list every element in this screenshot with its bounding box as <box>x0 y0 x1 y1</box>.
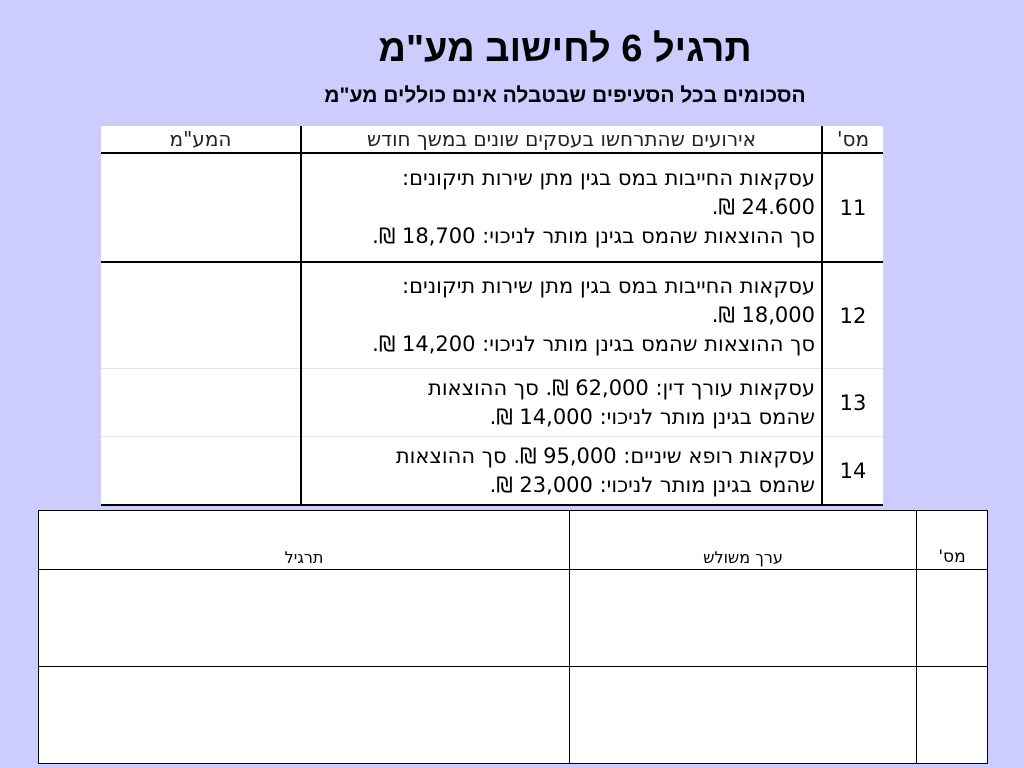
row-description <box>301 262 822 368</box>
row-num: 11 <box>822 153 883 262</box>
row-num: 14 <box>822 437 883 505</box>
row-description <box>301 437 822 505</box>
header-num: מס' <box>917 511 988 570</box>
row-line: 24.600 ₪. <box>711 195 815 220</box>
row-description <box>301 153 822 262</box>
row-line: עסקאות עורך דין: 62,000 ₪. סך ההוצאות <box>428 375 815 400</box>
table-row <box>101 369 883 437</box>
row-vat-cell[interactable] <box>101 437 301 505</box>
row-line: סך ההוצאות שהמס בגינן מותר לניכוי: 14,200 ₪. <box>372 332 815 357</box>
events-table <box>101 126 883 506</box>
row-vat-cell[interactable] <box>101 262 301 368</box>
table-row <box>39 667 988 764</box>
triple-value-cell[interactable] <box>570 667 917 764</box>
num-cell[interactable] <box>917 570 988 667</box>
row-vat-cell[interactable] <box>101 369 301 437</box>
row-num: 12 <box>822 262 883 368</box>
header-triple-value: ערך משולש <box>570 511 917 570</box>
row-line: עסקאות רופא שיניים: 95,000 ₪. סך ההוצאות <box>395 443 815 468</box>
table-row <box>101 262 883 368</box>
row-line: 18,000 ₪. <box>711 303 815 328</box>
table-row <box>101 153 883 262</box>
header-events: אירועים שהתרחשו בעסקים שונים במשך חודש <box>301 126 822 153</box>
row-line: סך ההוצאות שהמס בגינן מותר לניכוי: 18,700 ₪. <box>372 224 815 249</box>
page-title: תרגיל 6 לחישוב מע"מ <box>378 28 752 70</box>
header-vat: המע"מ <box>101 126 301 153</box>
header-num: מס' <box>822 126 883 153</box>
exercise-table-header <box>39 511 988 570</box>
row-line: שהמס בגינן מותר לניכוי: 14,000 ₪. <box>489 404 815 429</box>
row-description <box>301 369 822 437</box>
table-row <box>101 437 883 505</box>
table-row <box>39 570 988 667</box>
triple-value-cell[interactable] <box>570 570 917 667</box>
num-cell[interactable] <box>917 667 988 764</box>
exercise-cell[interactable] <box>39 570 570 667</box>
exercise-table <box>38 510 988 764</box>
row-line: עסקאות החייבות במס בגין מתן שירות תיקונים: <box>402 166 815 191</box>
row-line: עסקאות החייבות במס בגין מתן שירות תיקונים: <box>402 274 815 299</box>
exercise-cell[interactable] <box>39 667 570 764</box>
page-subtitle: הסכומים בכל הסעיפים שבטבלה אינם כוללים מע"מ <box>324 84 806 107</box>
events-table-header <box>101 126 883 153</box>
row-num: 13 <box>822 369 883 437</box>
row-vat-cell[interactable] <box>101 153 301 262</box>
row-line: שהמס בגינן מותר לניכוי: 23,000 ₪. <box>489 472 815 497</box>
header-exercise: תרגיל <box>39 511 570 570</box>
